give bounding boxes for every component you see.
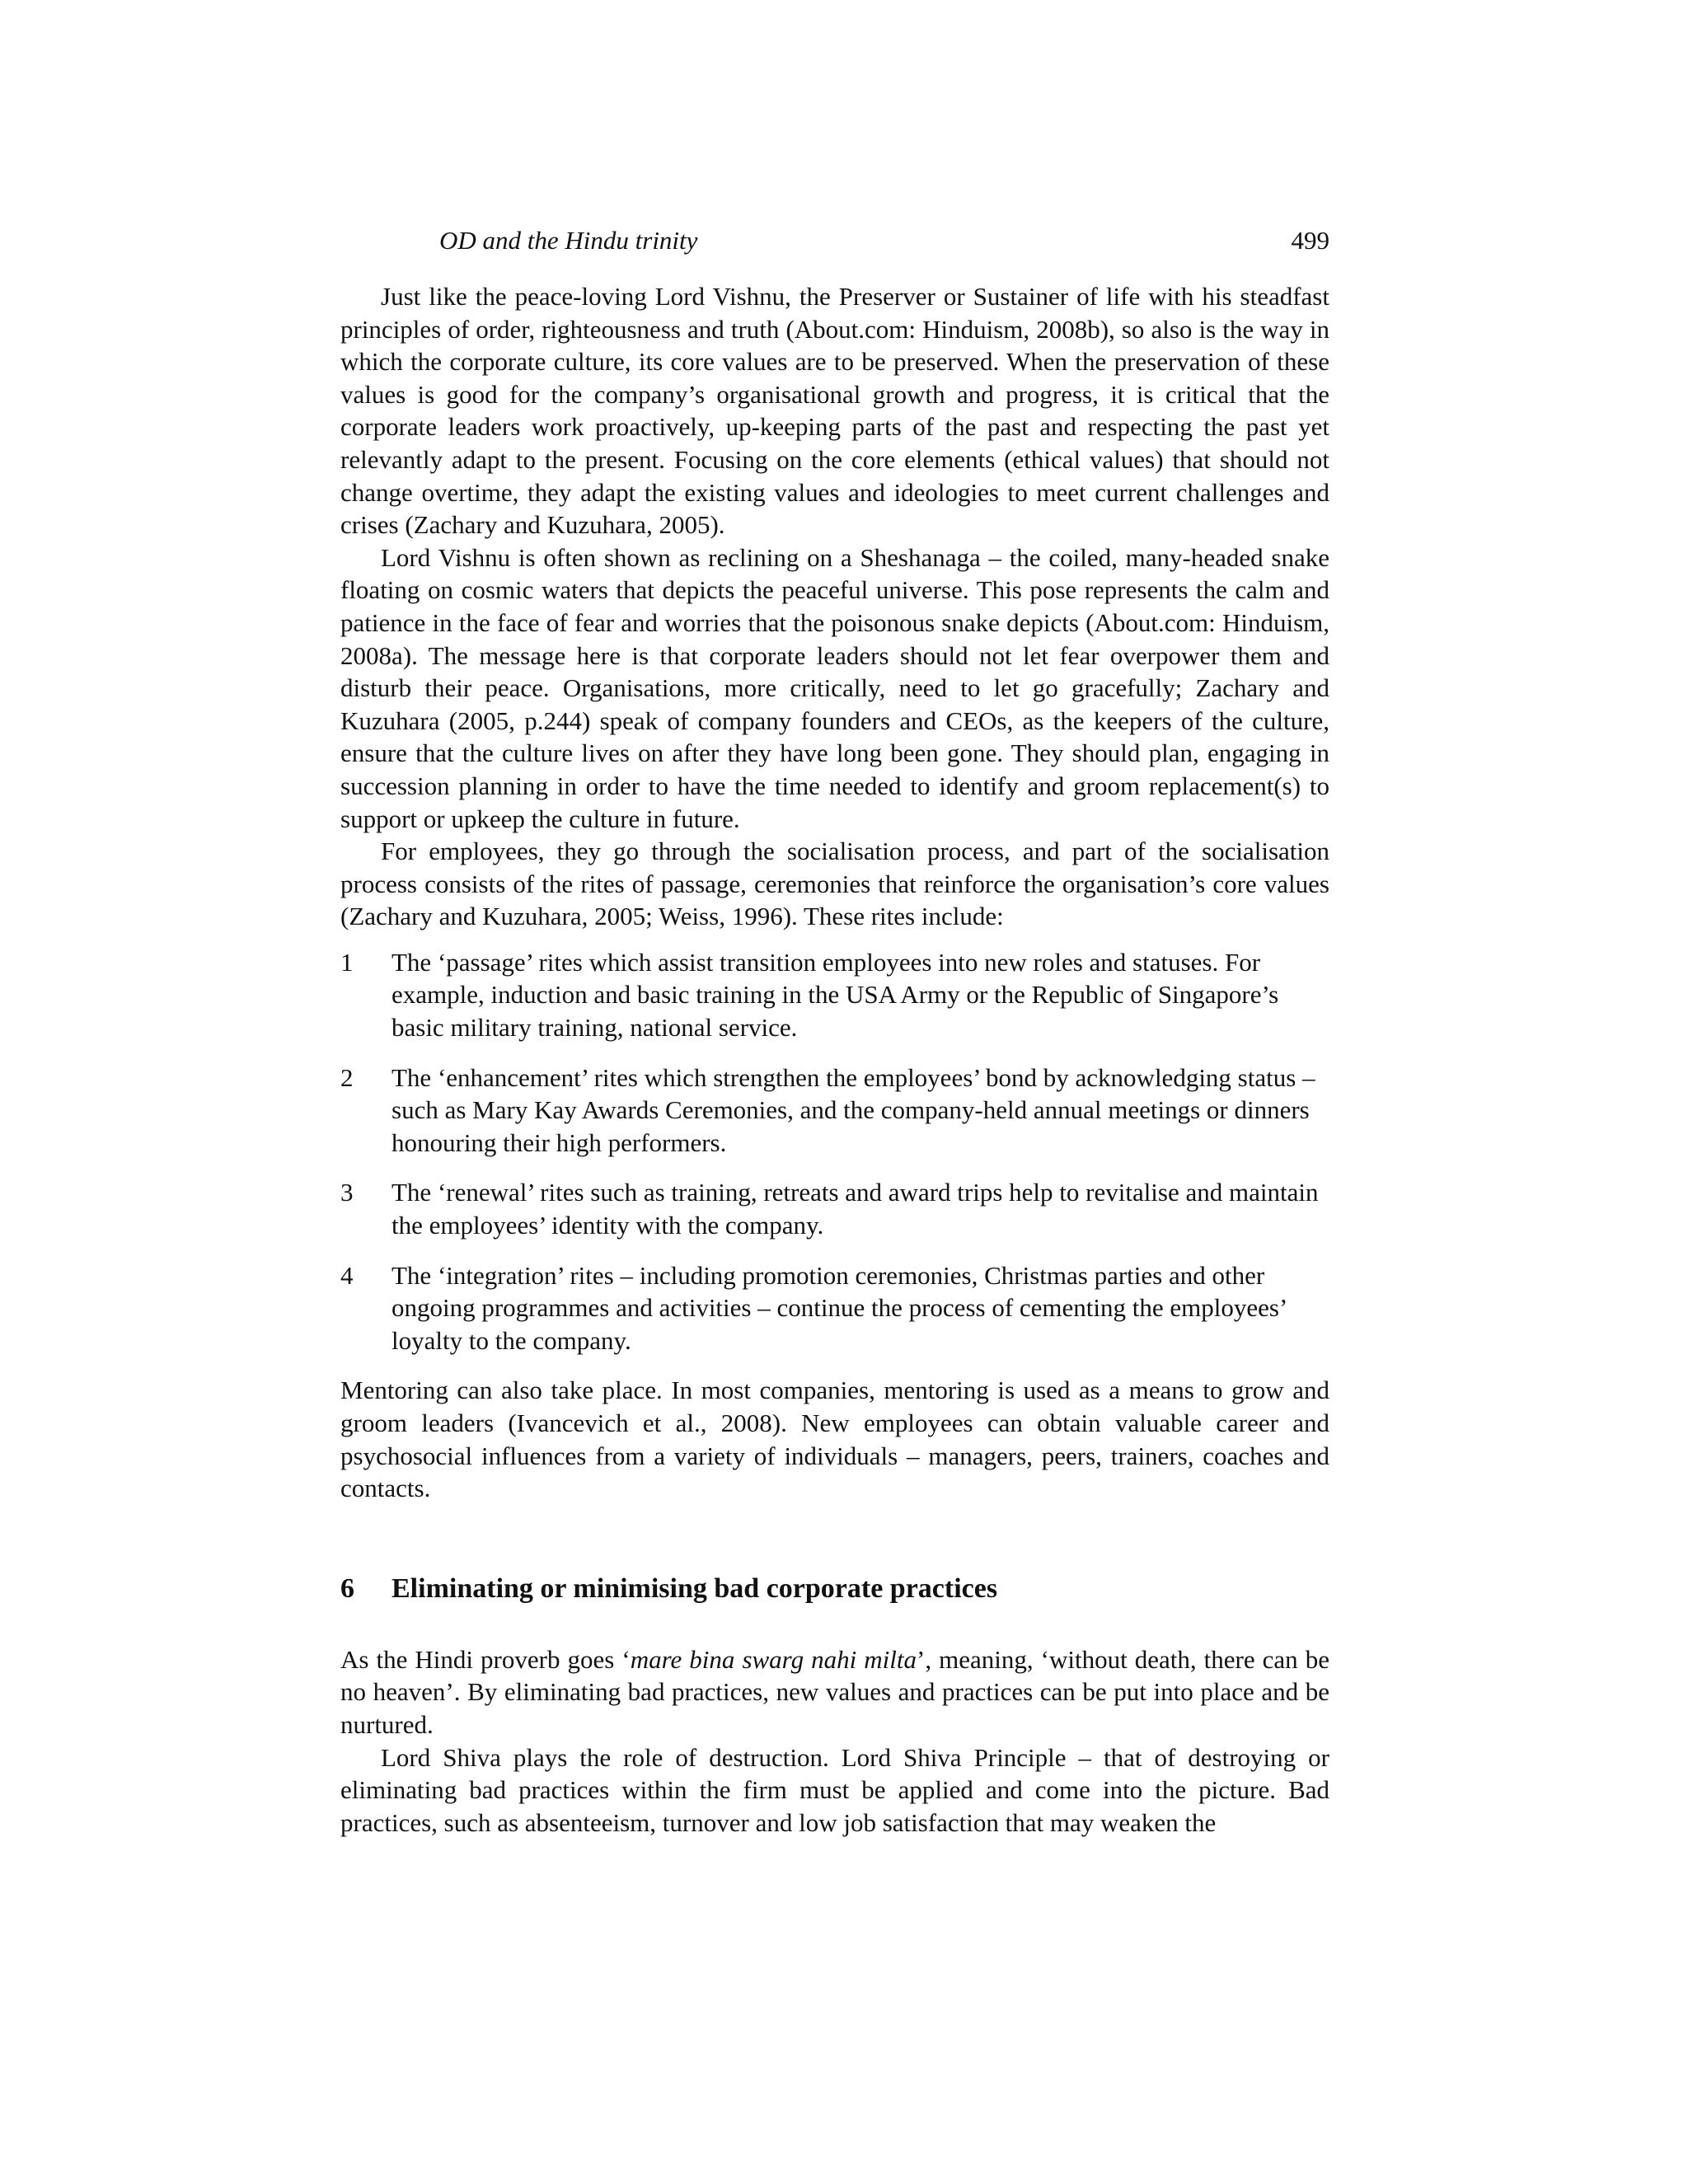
page — [340, 221, 1329, 1839]
list-item-text: The ‘integration’ rites – including promotion ceremonies, Christmas parties and other ongoing programmes and activities – continue the process of cementing the employees’ loyalty to the company. — [392, 1260, 1286, 1355]
list-item-number: 2 — [340, 1062, 354, 1092]
list-item-number: 4 — [340, 1260, 354, 1290]
list-item-text: The ‘passage’ rites which assist transition employees into new roles and statuses. For example, induction and basic training in the USA Army or the Republic of Singapore’s basic military training, national service. — [392, 947, 1279, 1043]
paragraph-socialisation: For employees, they go through the socialisation process, and part of the socialisation process consists of the rites of passage, ceremonies that reinforce the organisation’s core values (Zachary and Kuzuhara, 2005; Weiss, 1996). These rites include: — [340, 837, 1329, 931]
paragraph-proverb — [340, 1643, 1329, 1741]
section-title: Eliminating or minimising bad corporate practices — [392, 1572, 998, 1604]
proverb-italic-text: mare bina swarg nahi milta — [630, 1644, 917, 1674]
running-title: OD and the Hindu trinity — [439, 226, 698, 255]
page-number: 499 — [1291, 226, 1329, 255]
list-item — [340, 1062, 1329, 1160]
paragraph-shiva: Lord Shiva plays the role of destruction. Lord Shiva Principle – that of destroying or eliminating bad practices within the firm must be applied and come into the picture. Bad practices, such as absenteeism, turnover and low job satisfaction that may weaken the — [340, 1742, 1329, 1837]
proverb-lead-text: As the Hindi proverb goes ‘ — [340, 1644, 631, 1674]
list-item — [340, 1259, 1329, 1357]
list-item-number: 3 — [340, 1178, 354, 1207]
section-number: 6 — [340, 1572, 354, 1604]
section-heading — [340, 1571, 1329, 1607]
list-item — [340, 946, 1329, 1044]
list-item-number: 1 — [340, 947, 354, 977]
body-text — [340, 280, 1329, 1839]
paragraph-vishnu-preserver: Just like the peace-loving Lord Vishnu, the Preserver or Sustainer of life with his steadfast principles of order, righteousness and truth (About.com: Hinduism, 2008b), so also is the way in which the corporate culture, its core values are to be preserved. When the preservation of these values is good for the company’s organisational growth and progress, it is critical that the corporate leaders work proactively, up-keeping parts of the past and respecting the past yet relevantly adapt to the present. Focusing on the core elements (ethical values) that should not change overtime, they adapt the existing values and ideologies to meet current challenges and crises (Zachary and Kuzuhara, 2005). — [340, 282, 1329, 540]
proverb-trailing-text: ’, meaning, ‘without death, there can be no heaven’. By eliminating bad practices, new values and practices can be put into place and be nurtured. — [340, 1644, 1329, 1739]
list-item-text: The ‘enhancement’ rites which strengthen the employees’ bond by acknowledging status – such as Mary Kay Awards Ceremonies, and the company-held annual meetings or dinners honouring their high performers. — [392, 1062, 1315, 1157]
running-head — [340, 221, 1329, 260]
paragraph-sheshanaga: Lord Vishnu is often shown as reclining on a Sheshanaga – the coiled, many-headed snake floating on cosmic waters that depicts the peaceful universe. This pose represents the calm and patience in the face of fear and worries that the poisonous snake depicts (About.com: Hinduism, 2008a). The message here is that corporate leaders should not let fear overpower them and disturb their peace. Organisations, more critically, need to let go gracefully; Zachary and Kuzuhara (2005, p.244) speak of company founders and CEOs, as the keepers of the culture, ensure that the culture lives on after they have long been gone. They should plan, engaging in succession planning in order to have the time needed to identify and groom replacement(s) to support or upkeep the culture in future. — [340, 542, 1329, 833]
paragraph-mentoring: Mentoring can also take place. In most companies, mentoring is used as a means to grow and groom leaders (Ivancevich et al., 2008). New employees can obtain valuable career and psychosocial influences from a variety of individuals – managers, peers, trainers, coaches and contacts. — [340, 1376, 1329, 1503]
list-item-text: The ‘renewal’ rites such as training, retreats and award trips help to revitalise and maintain the employees’ identity with the company. — [392, 1178, 1319, 1240]
rites-list — [340, 946, 1329, 1357]
list-item — [340, 1176, 1329, 1241]
